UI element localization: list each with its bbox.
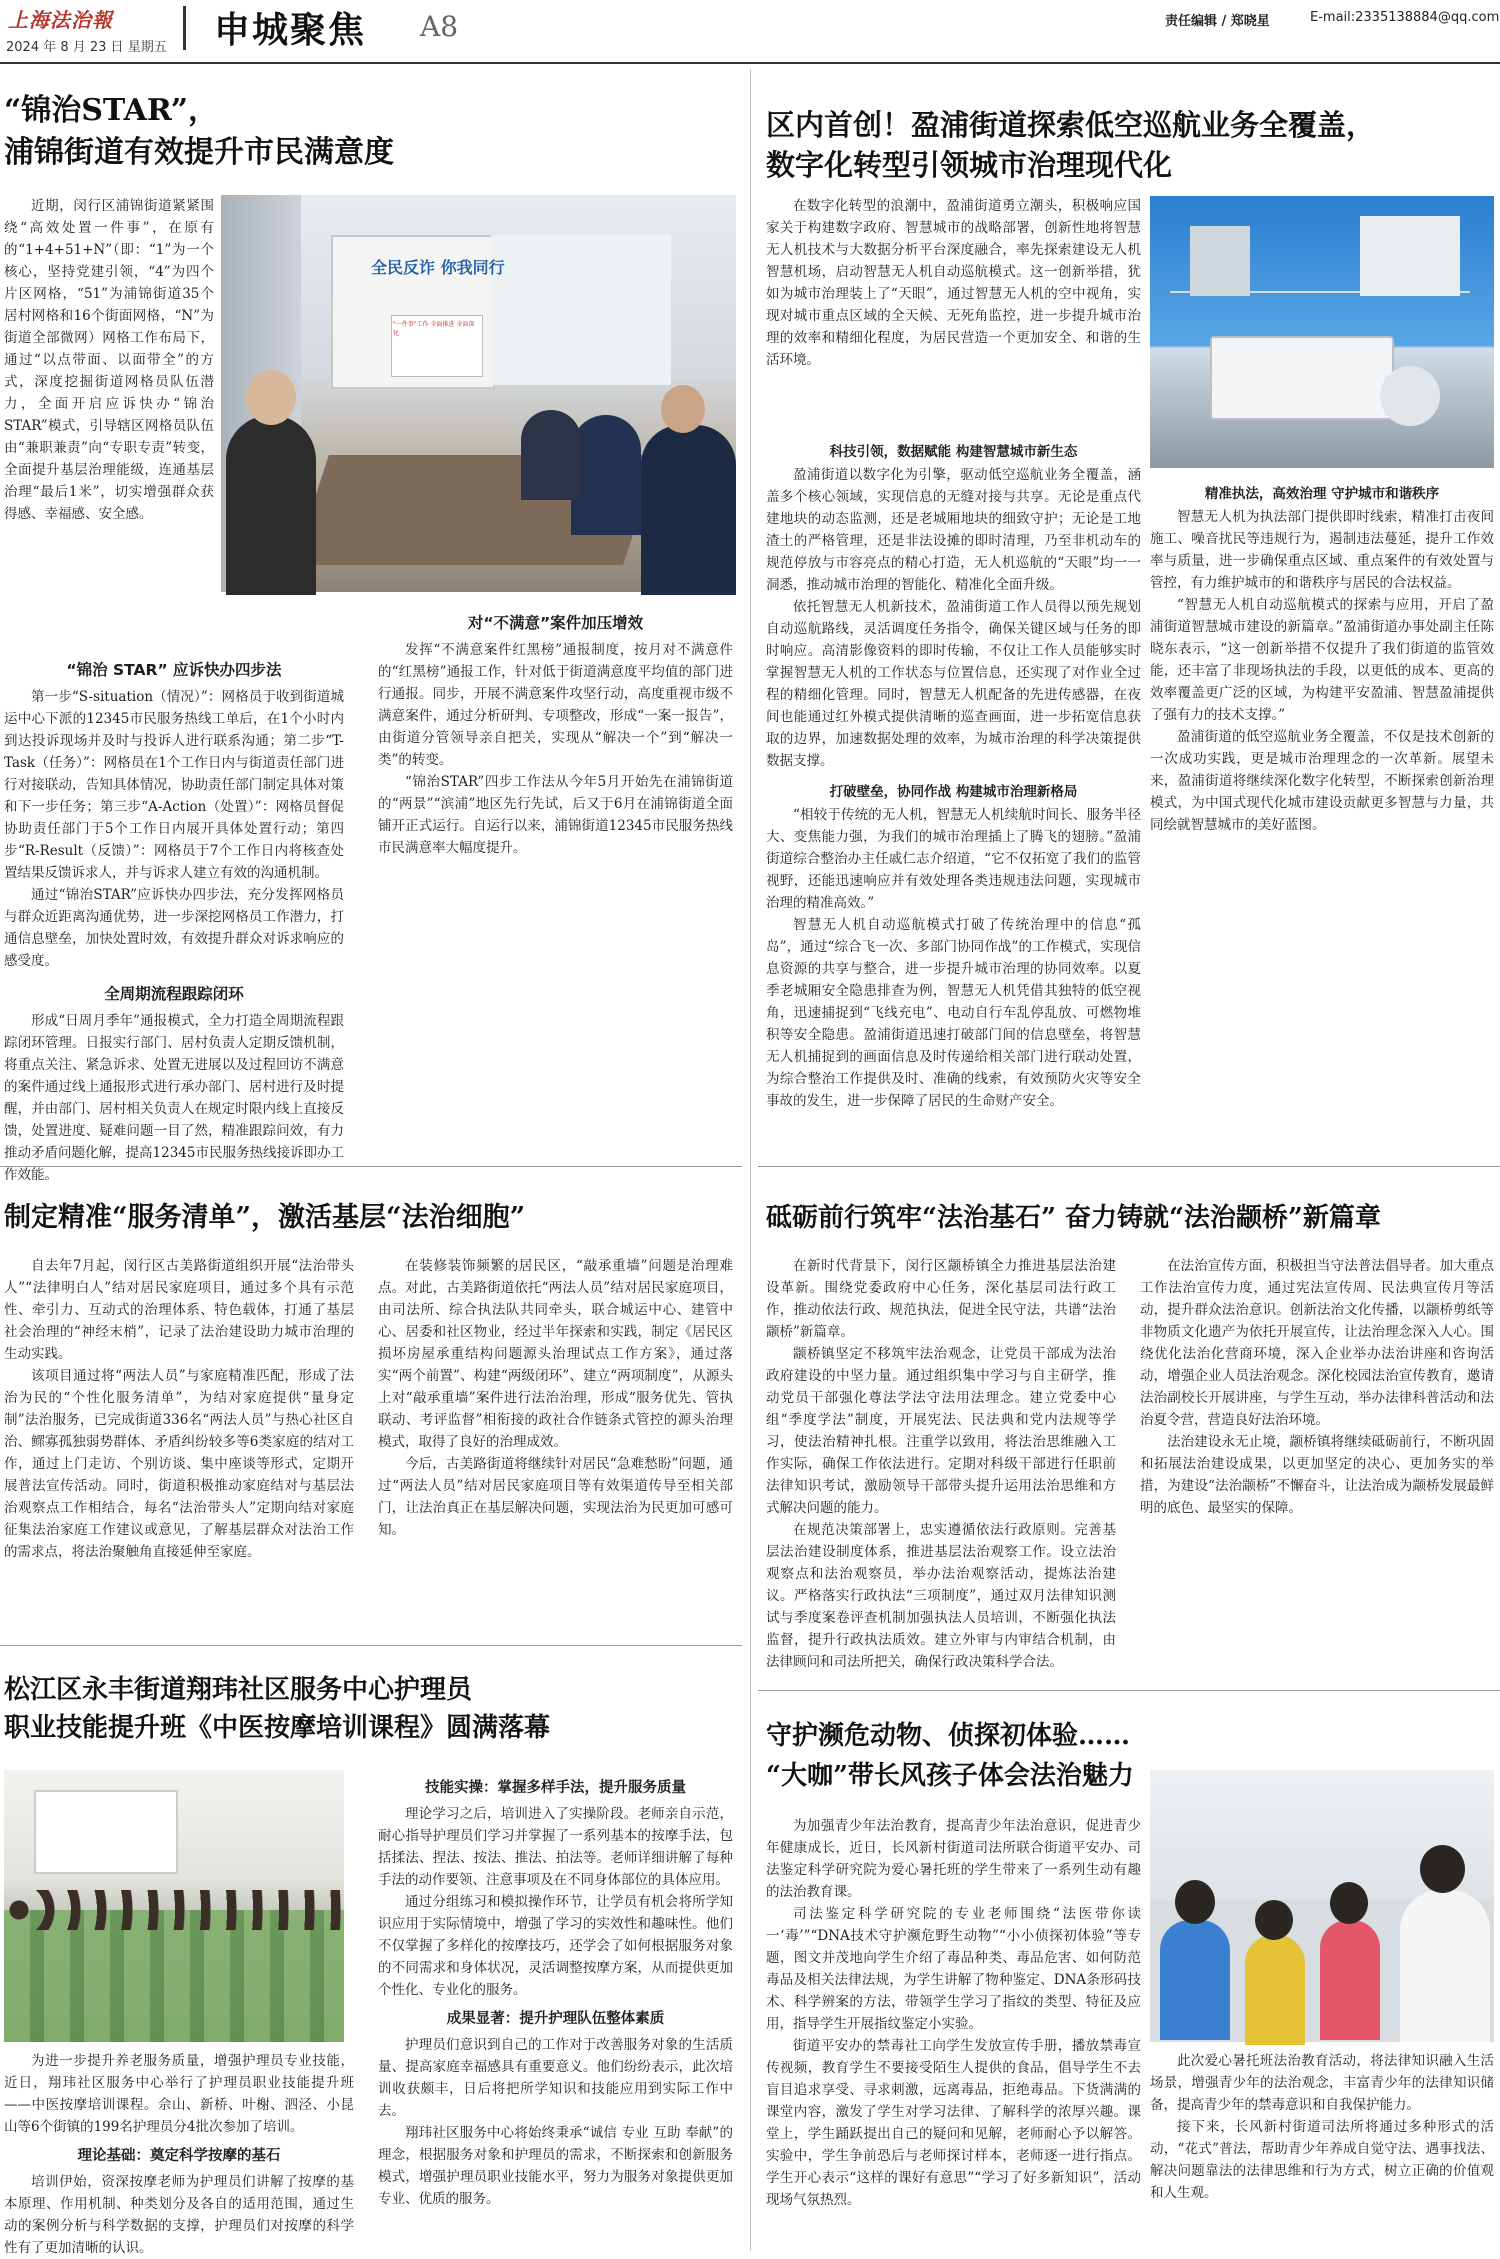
a6-col1 — [766, 1815, 1141, 2250]
a6-paragraph: 司法鉴定科学研究院的专业老师围绕“法医带你读一‘毒’”“DNA技术守护濒危野生动物”“小小侦探初体验”等专题，图文并茂地向学生介绍了毒品种类、毒品危害、如何防范毒品及相关法律法规，为学生讲解了物种鉴定、DNA条形码技术、科学辨案的方法，带领学生学习了指纹的类型、特征及应用，指导学生开展指纹鉴定小实验。 — [766, 1906, 1141, 2032]
a1-subhead-dissatisfied: 对“不满意”案件加压增效 — [467, 614, 644, 632]
a5-col1 — [4, 2050, 354, 2256]
editor-credit: 责任编辑 / 郑晓星 — [1165, 14, 1270, 29]
a6-col2 — [1150, 2050, 1494, 2250]
a1-paragraph: 第一步“S-situation（情况）”：网格员于收到街道城运中心下派的12345市民服务热线工单后，在1个小时内到达投诉现场并及时与投诉人进行联系沟通；第二步“T-Task（任务）”：网格员在1个工作日内与街道责任部门进行对接联动，告知具体情况，协助责任部门制定具体对策和下一步任务；第三步“A-Action（处置）”：网格员督促协助责任部门于5个工作日内展开具体处置行动；第四步“R-Result（反馈）”：网格员于7个工作日内将核查处置结果反馈诉求人，并与诉求人建立有效的沟通机制。 — [4, 689, 344, 881]
a5-col2 — [378, 1770, 733, 2250]
a2-paragraph: 智慧无人机为执法部门提供即时线索，精准打击夜间施工、噪音扰民等违规行为，遏制违法蔓延，提升工作效率与质量，进一步确保重点区域、重点案件的有效处置与管控，有力维护城市的和谐秩序与居民的合法权益。 — [1150, 509, 1494, 591]
a1-paragraph: 通过“锦治STAR”应诉快办四步法，充分发挥网格员与群众近距离沟通优势，进一步深挖网格员工作潜力，打通信息壁垒，加快处置时效，有效提升群众对诉求响应的感受度。 — [4, 887, 344, 969]
a6-paragraph: 接下来，长风新村街道司法所将通过多种形式的活动，“花式”普法，帮助青少年养成自觉守法、遇事找法、解决问题靠法的法律思维和行为方式，树立正确的价值观和人生观。 — [1150, 2119, 1494, 2201]
a5-paragraph: 护理员们意识到自己的工作对于改善服务对象的生活质量、提高家庭幸福感具有重要意义。他们纷纷表示，此次培训收获颇丰，日后将把所学知识和技能应用到实际工作中去。 — [378, 2037, 733, 2119]
a2-subhead-enforce: 精准执法，高效治理 守护城市和谐秩序 — [1204, 486, 1440, 502]
a1-paragraph: “锦治STAR”四步工作法从今年5月开始先在浦锦街道的“两景”“滨浦”地区先行先试，后又于6月在浦锦街道全面铺开正式运行。自运行以来，浦锦街道12345市民服务热线市民满意率大幅度提升。 — [378, 774, 733, 856]
a6-title-line2: “大咖”带长风孩子体会法治魅力 — [766, 1761, 1134, 1791]
a1-title-line1: “锦治STAR”， — [4, 93, 218, 128]
header-rule — [0, 62, 1500, 64]
a4-col2 — [1140, 1255, 1494, 1675]
a4-paragraph: 在新时代背景下，闵行区颛桥镇全力推进基层法治建设革新。围绕党委政府中心任务，深化基层司法行政工作，推动依法行政、规范执法，促进全民守法，共谱“法治颛桥”新篇章。 — [766, 1258, 1116, 1340]
a5-training-photo — [4, 1770, 344, 2042]
a2-paragraph: 依托智慧无人机新技术，盈浦街道工作人员得以预先规划自动巡航路线，灵活调度任务指令，确保关键区域与任务的即时响应。高清影像资料的即时传输，不仅让工作人员能够实时掌握智慧无人机的工作状态与位置信息，还实现了对作业全过程的精细化管理。同时，智慧无人机配备的先进传感器，在夜间也能通过红外模式提供清晰的巡查画面，进一步拓宽信息获取的边界，加速数据处理的效率，为城市治理的科学决策提供数据支撑。 — [766, 599, 1141, 769]
a2-col2 — [1150, 478, 1494, 1156]
a1-lead-col — [4, 195, 214, 637]
a6-class-photo — [1150, 1770, 1494, 2042]
a1-photo-sign: 全民反诈 你我同行 — [371, 258, 505, 277]
a2-subhead-tech: 科技引领，数据赋能 构建智慧城市新生态 — [829, 444, 1078, 460]
a5-lead-paragraph: 为进一步提升养老服务质量，增强护理员专业技能，近日，翔玮社区服务中心举行了护理员职业技能提升班——中医按摩培训课程。佘山、新桥、叶榭、泗泾、小昆山等6个街镇的199名护理员分4批次参加了培训。 — [4, 2053, 354, 2135]
issue-date: 2024 年 8 月 23 日 星期五 — [6, 40, 167, 55]
a1-subhead-steps: “锦治 STAR” 应诉快办四步法 — [66, 661, 282, 679]
masthead-logo: 上海法治報 — [8, 8, 113, 32]
a3-col1 — [4, 1255, 354, 1635]
a5-subhead-results: 成果显著：提升护理队伍整体素质 — [446, 2011, 665, 2027]
a2-paragraph: 智慧无人机自动巡航模式打破了传统治理中的信息“孤岛”，通过“综合飞一次、多部门协同作战”的工作模式，实现信息资源的共享与整合，进一步提升城市治理的协同效率。以夏季老城厢安全隐患排查为例，智慧无人机凭借其独特的低空视角，迅速捕捉到“飞线充电”、电动自行车乱停乱放、可燃物堆积等安全隐患。盈浦街道迅速打破部门间的信息壁垒，将智慧无人机捕捉到的画面信息及时传递给相关部门进行联动处置，为综合整治工作提供及时、准确的线索，有效预防火灾等安全事故的发生，进一步保障了居民的生命财产安全。 — [766, 917, 1141, 1109]
a3-col2 — [378, 1255, 733, 1635]
row-rule — [0, 1645, 742, 1646]
a1-photo-slide: "一件事"工作 全面推进 全面深化 — [393, 321, 475, 337]
a6-paragraph: 为加强青少年法治教育，提高青少年法治意识，促进青少年健康成长，近日，长风新村街道司法所联合街道平安办、司法鉴定科学研究院为爱心暑托班的学生带来了一系列生动有趣的法治教育课。 — [766, 1818, 1141, 1900]
a4-col1 — [766, 1255, 1116, 1675]
a2-paragraph: 盈浦街道的低空巡航业务全覆盖，不仅是技术创新的一次成功实践，更是城市治理理念的一次革新。展望未来，盈浦街道将继续深化数字化转型，不断探索创新治理模式，为中国式现代化城市建设贡献更多智慧与力量，共同绘就智慧城市的美好蓝图。 — [1150, 729, 1494, 833]
section-title: 申城聚焦 — [214, 9, 367, 51]
a1-title-line2: 浦锦街道有效提升市民满意度 — [4, 135, 394, 170]
row-rule — [758, 1690, 1500, 1691]
a5-paragraph: 通过分组练习和模拟操作环节，让学员有机会将所学知识应用于实际情境中，增强了学习的实效性和趣味性。他们不仅掌握了多样化的按摩技巧，还学会了如何根据服务对象的不同需求和身体状况，灵活调整按摩方案，从而提供更加个性化、专业化的服务。 — [378, 1894, 733, 1998]
a5-paragraph: 理论学习之后，培训进入了实操阶段。老师亲自示范，耐心指导护理员们学习并掌握了一系列基本的按摩手法，包括揉法、捏法、按法、推法、拍法等。老师详细讲解了每种手法的动作要领、注意事项及在不同身体部位的具体应用。 — [378, 1806, 733, 1888]
a4-title: 砥砺前行筑牢“法治基石” 奋力铸就“法治颛桥”新篇章 — [766, 1203, 1381, 1233]
a2-lead-paragraph: 在数字化转型的浪潮中，盈浦街道勇立潮头，积极响应国家关于构建数字政府、智慧城市的战略部署，创新性地将智慧无人机技术与大数据分析平台深度融合，率先探索建设无人机智慧机场，启动智慧无人机自动巡航模式。这一创新举措，犹如为城市治理装上了“天眼”，通过智慧无人机的空中视角，实现对城市重点区域的全天候、无死角监控，进一步提升城市治理的效率和精细化程度，为居民营造一个更加安全、和谐的生活环境。 — [766, 198, 1141, 368]
row-rule — [758, 1166, 1500, 1167]
a3-paragraph: 该项目通过将“两法人员”与家庭精准匹配，形成了法治为民的“个性化服务清单”，为结对家庭提供“量身定制”法治服务，已完成街道336名“两法人员”与热心社区自治、鳏寡孤独弱势群体、矛盾纠纷较多等6类家庭的结对工作，通过上门走访、个别访谈、集中座谈等形式，定期开展普法宣传活动。同时，街道积极推动家庭结对与基层法治观察点工作相结合，每名“法治带头人”定期向结对家庭征集法治家庭工作建议或意见，了解基层群众对法治工作的需求点，将法治聚触角直接延伸至家庭。 — [4, 1368, 354, 1560]
a5-paragraph: 培训伊始，资深按摩老师为护理员们讲解了按摩的基本原理、作用机制、种类划分及各自的适用范围，通过生动的案例分析与科学数据的支撑，护理员们对按摩的科学性有了更加清晰的认识。 — [4, 2174, 354, 2256]
a3-title: 制定精准“服务清单”，激活基层“法治细胞” — [4, 1202, 526, 1233]
a2-title-line1: 区内首创！盈浦街道探索低空巡航业务全覆盖， — [766, 108, 1376, 142]
a5-subhead-practice: 技能实操：掌握多样手法，提升服务质量 — [425, 1780, 686, 1796]
a3-paragraph: 自去年7月起，闵行区古美路街道组织开展“法治带头人”“法律明白人”结对居民家庭项目，通过多个具有示范性、牵引力、互动式的治理体系、特色载体，打通了基层社会治理的“神经末梢”，记录了法治建设助力城市治理的生动实践。 — [4, 1258, 354, 1362]
a2-drone-photo — [1150, 196, 1494, 468]
a2-paragraph: 盈浦街道以数字化为引擎，驱动低空巡航业务全覆盖，涵盖多个核心领域，实现信息的无缝对接与共享。无论是重点代建地块的动态监测，还是老城厢地块的细致守护；无论是工地渣土的严格管理，还是非法设摊的即时清理，乃至非机动车的规范停放与市容亮点的精心打造，无人机巡航的“天眼”均一一洞悉，推动城市治理的智能化、精准化全面升级。 — [766, 467, 1141, 593]
a2-paragraph: “智慧无人机自动巡航模式的探索与应用，开启了盈浦街道智慧城市建设的新篇章。”盈浦街道办事处副主任陈晓东表示，“这一创新举措不仅提升了我们街道的监管效能，还丰富了非现场执法的手段，以更低的成本、更高的效率覆盖更广泛的区域，为构建平安盈浦、智慧盈浦提供了强有力的技术支撑。” — [1150, 597, 1494, 723]
a6-paragraph: 街道平安办的禁毒社工向学生发放宣传手册，播放禁毒宣传视频，教育学生不要接受陌生人提供的食品，倡导学生不去盲目追求享受、寻求刺激，远离毒品，拒绝毒品。下货满满的课堂内容，激发了学生对学习法律、了解科学的浓厚兴趣。课堂上，学生踊跃提出自己的疑问和见解，老师耐心予以解答。实验中，学生争前恐后与老师探讨样本，老师逐一进行指点。学生开心表示“这样的课好有意思”“学习了好多新知识”，活动现场气氛热烈。 — [766, 2038, 1141, 2208]
a3-paragraph: 今后，古美路街道将继续针对居民“急难愁盼”问题，通过“两法人员”结对居民家庭项目等有效渠道传导至相关部门，让法治真正在基层解决问题，实现法治为民更加可感可知。 — [378, 1456, 733, 1538]
a1-subhead-loop: 全周期流程跟踪闭环 — [104, 985, 244, 1003]
page-number: A8 — [420, 10, 459, 43]
a1-lead-paragraph: 近期，闵行区浦锦街道紧紧围绕“高效处置一件事”，在原有的“1+4+51+N”（即：“1”为一个核心，坚持党建引领，“4”为四个片区网格，“51”为浦锦街道35个居村网格和16个街面网格，“N”为街道全部微网）网格工作布局下，通过“以点带面、以面带全”的方式，深度挖掘街道网格员队伍潜力，全面开启应诉快办“锦治STAR”模式，引导辖区网格员队伍由“兼职兼责”向“专职专责”转变，全面提升基层治理能级，连通基层治理“最后1米”，切实增强群众获得感、幸福感、安全感。 — [4, 198, 214, 522]
a2-title-line2: 数字化转型引领城市治理现代化 — [766, 148, 1173, 182]
a5-paragraph: 翔玮社区服务中心将始终秉承“诚信 专业 互助 奉献”的理念，根据服务对象和护理员的需求，不断探索和创新服务模式，增强护理员职业技能水平，努力为服务对象提供更加专业、优质的服务。 — [378, 2125, 733, 2207]
a4-paragraph: 在法治宣传方面，积极担当守法普法倡导者。加大重点工作法治宣传力度，通过宪法宣传周、民法典宣传月等活动，提升群众法治意识。创新法治文化传播，以颛桥剪纸等非物质文化遗产为依托开展宣传，让法治理念深入人心。围绕优化法治化营商环境，深入企业举办法治讲座和咨询活动，增强企业人员法治观念。深化校园法治宣传教育，邀请法治副校长开展讲座，与学生互动，举办法律科普活动和法治夏令营，营造良好法治环境。 — [1140, 1258, 1494, 1428]
a2-lead-col — [766, 195, 1141, 433]
a3-paragraph: 在装修装饰频繁的居民区，“敲承重墙”问题是治理难点。对此，古美路街道依托“两法人员”结对居民家庭项目，由司法所、综合执法队共同牵头，联合城运中心、建管中心、居委和社区物业，经过半年探索和实践，制定《居民区损坏房屋承重结构问题源头治理试点工作方案》，通过落实“两个前置”、构建“两级闭环”、建立“两项制度”，从源头上对“敲承重墙”案件进行法治治理，形成“服务优先、管执联动、考评监督”相衔接的政社合作链条式管控的源头治理模式，取得了良好的治理成效。 — [378, 1258, 733, 1450]
a6-paragraph: 此次爱心暑托班法治教育活动，将法律知识融入生活场景，增强青少年的法治观念，丰富青少年的法律知识储备，提高青少年的禁毒意识和自我保护能力。 — [1150, 2053, 1494, 2113]
a5-title-line1: 松江区永丰街道翔玮社区服务中心护理员 — [4, 1675, 473, 1705]
a4-paragraph: 颛桥镇坚定不移筑牢法治观念，让党员干部成为法治政府建设的中坚力量。通过组织集中学习与自主研学，推动党员干部强化尊法学法守法用法理念。建立党委中心组“季度学法”制度，开展宪法、民法典和党内法规等学习，使法治精神扎根。注重学以致用，将法治思维融入工作实际，确保工作依法进行。定期对科级干部进行任职前法律知识考试，激励领导干部带头提升运用法治思维和方式解决问题的能力。 — [766, 1346, 1116, 1516]
a5-subhead-theory: 理论基础：奠定科学按摩的基石 — [77, 2148, 281, 2164]
header-divider — [183, 6, 186, 50]
a1-col1 — [4, 652, 344, 1183]
column-divider — [750, 70, 751, 2250]
a1-paragraph: 发挥“不满意案件红黑榜”通报制度，按月对不满意件的“红黑榜”通报工作，针对低于街道满意度平均值的部门进行通报。同步，开展不满意案件攻坚行动，高度重视市级不满意案件，通过分析研判、专项整改，形成“一案一报告”，由街道分管领导亲自把关，实现从“解决一个”到“解决一类”的转变。 — [378, 642, 733, 768]
a1-paragraph: 形成“日周月季年”通报模式，全力打造全周期流程跟踪闭环管理。日报实行部门、居村负责人定期反馈机制，将重点关注、紧急诉求、处置无进展以及过程回访不满意的案件通过线上通报形式进行承办部门、居村进行及时提醒，并由部门、居村相关负责人在规定时限内线上直接反馈，处置进度、疑难问题一目了然，精准跟踪问效，有力推动矛盾问题化解，提高12345市民服务热线接诉即办工作效能。 — [4, 1013, 344, 1183]
editor-email: E-mail:2335138884@qq.com — [1310, 10, 1500, 25]
a2-col1 — [766, 436, 1141, 1156]
a1-col2 — [378, 607, 733, 1157]
a6-title-line1: 守护濒危动物、侦探初体验…… — [766, 1721, 1131, 1751]
a5-title-line2: 职业技能提升班《中医按摩培训课程》圆满落幕 — [4, 1713, 551, 1743]
a4-paragraph: 法治建设永无止境，颛桥镇将继续砥砺前行，不断巩固和拓展法治建设成果，以更加坚定的决心、更加务实的举措，为建设“法治颛桥”不懈奋斗，让法治成为颛桥发展最鲜明的底色、最坚实的保障。 — [1140, 1434, 1494, 1516]
a1-meeting-photo — [221, 195, 736, 592]
row-rule — [0, 1166, 742, 1167]
a2-paragraph: “相较于传统的无人机，智慧无人机续航时间长、服务半径大、变焦能力强，为我们的城市治理插上了腾飞的翅膀。”盈浦街道综合整治办主任戚仁志介绍道，“它不仅拓宽了我们的监管视野，还能迅速响应并有效处理各类违规违法问题，实现城市治理的精准高效。” — [766, 807, 1141, 911]
a2-subhead-coop: 打破壁垒，协同作战 构建城市治理新格局 — [829, 784, 1078, 800]
a4-paragraph: 在规范决策部署上，忠实遵循依法行政原则。完善基层法治建设制度体系，推进基层法治观察工作。设立法治观察点和法治观察员，举办法治观察活动，提炼法治建议。严格落实行政执法“三项制度”，通过双月法律知识测试与季度案卷评查机制加强执法人员培训，不断强化执法监督，提升行政执法质效。建立外审与内审结合机制，由法律顾问和司法所把关，确保行政决策科学合法。 — [766, 1522, 1116, 1670]
